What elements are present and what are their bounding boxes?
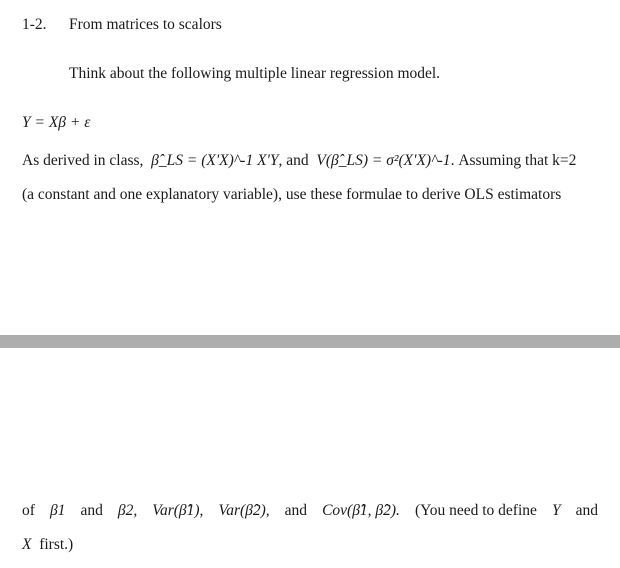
y-symbol: Y bbox=[551, 502, 561, 519]
variance-formula: V(β̂_LS) = σ²(X'X)^-1 bbox=[316, 152, 451, 169]
problem-number: 1-2. bbox=[22, 16, 47, 33]
and-word: and bbox=[80, 502, 103, 519]
assumption-text: . Assuming that k=2 bbox=[450, 152, 577, 169]
beta1-symbol: β1 bbox=[49, 502, 66, 519]
var-beta1: Var(β̂1), bbox=[152, 502, 204, 519]
problem-title: From matrices to scalors bbox=[69, 16, 222, 33]
of-word: of bbox=[22, 502, 35, 519]
estimator-formula: β̂_LS = (X'X)^-1 X'Y bbox=[151, 152, 279, 169]
constraint-line: (a constant and one explanatory variable), use these formulae to derive OLS estimators bbox=[22, 186, 562, 203]
x-symbol: X bbox=[22, 536, 32, 553]
cov-beta: Cov(β̂1, β̂2). bbox=[322, 502, 400, 519]
derived-conj: , and bbox=[278, 152, 309, 169]
need-define: (You need to define bbox=[414, 502, 537, 519]
derived-line bbox=[22, 153, 576, 169]
first-text: first.) bbox=[39, 536, 74, 553]
beta2-symbol: β2, bbox=[117, 502, 138, 519]
final-line bbox=[22, 537, 73, 553]
intro-text: Think about the following multiple linear regression model. bbox=[69, 65, 441, 82]
estimators-line bbox=[22, 503, 598, 519]
and-word-2: and bbox=[284, 502, 308, 519]
derived-lead: As derived in class, bbox=[22, 152, 144, 169]
var-beta2: Var(β̂2), bbox=[218, 502, 270, 519]
page-separator bbox=[0, 335, 620, 348]
model-equation: Y = Xβ + ε bbox=[22, 114, 91, 131]
and-word-3: and bbox=[575, 502, 598, 519]
